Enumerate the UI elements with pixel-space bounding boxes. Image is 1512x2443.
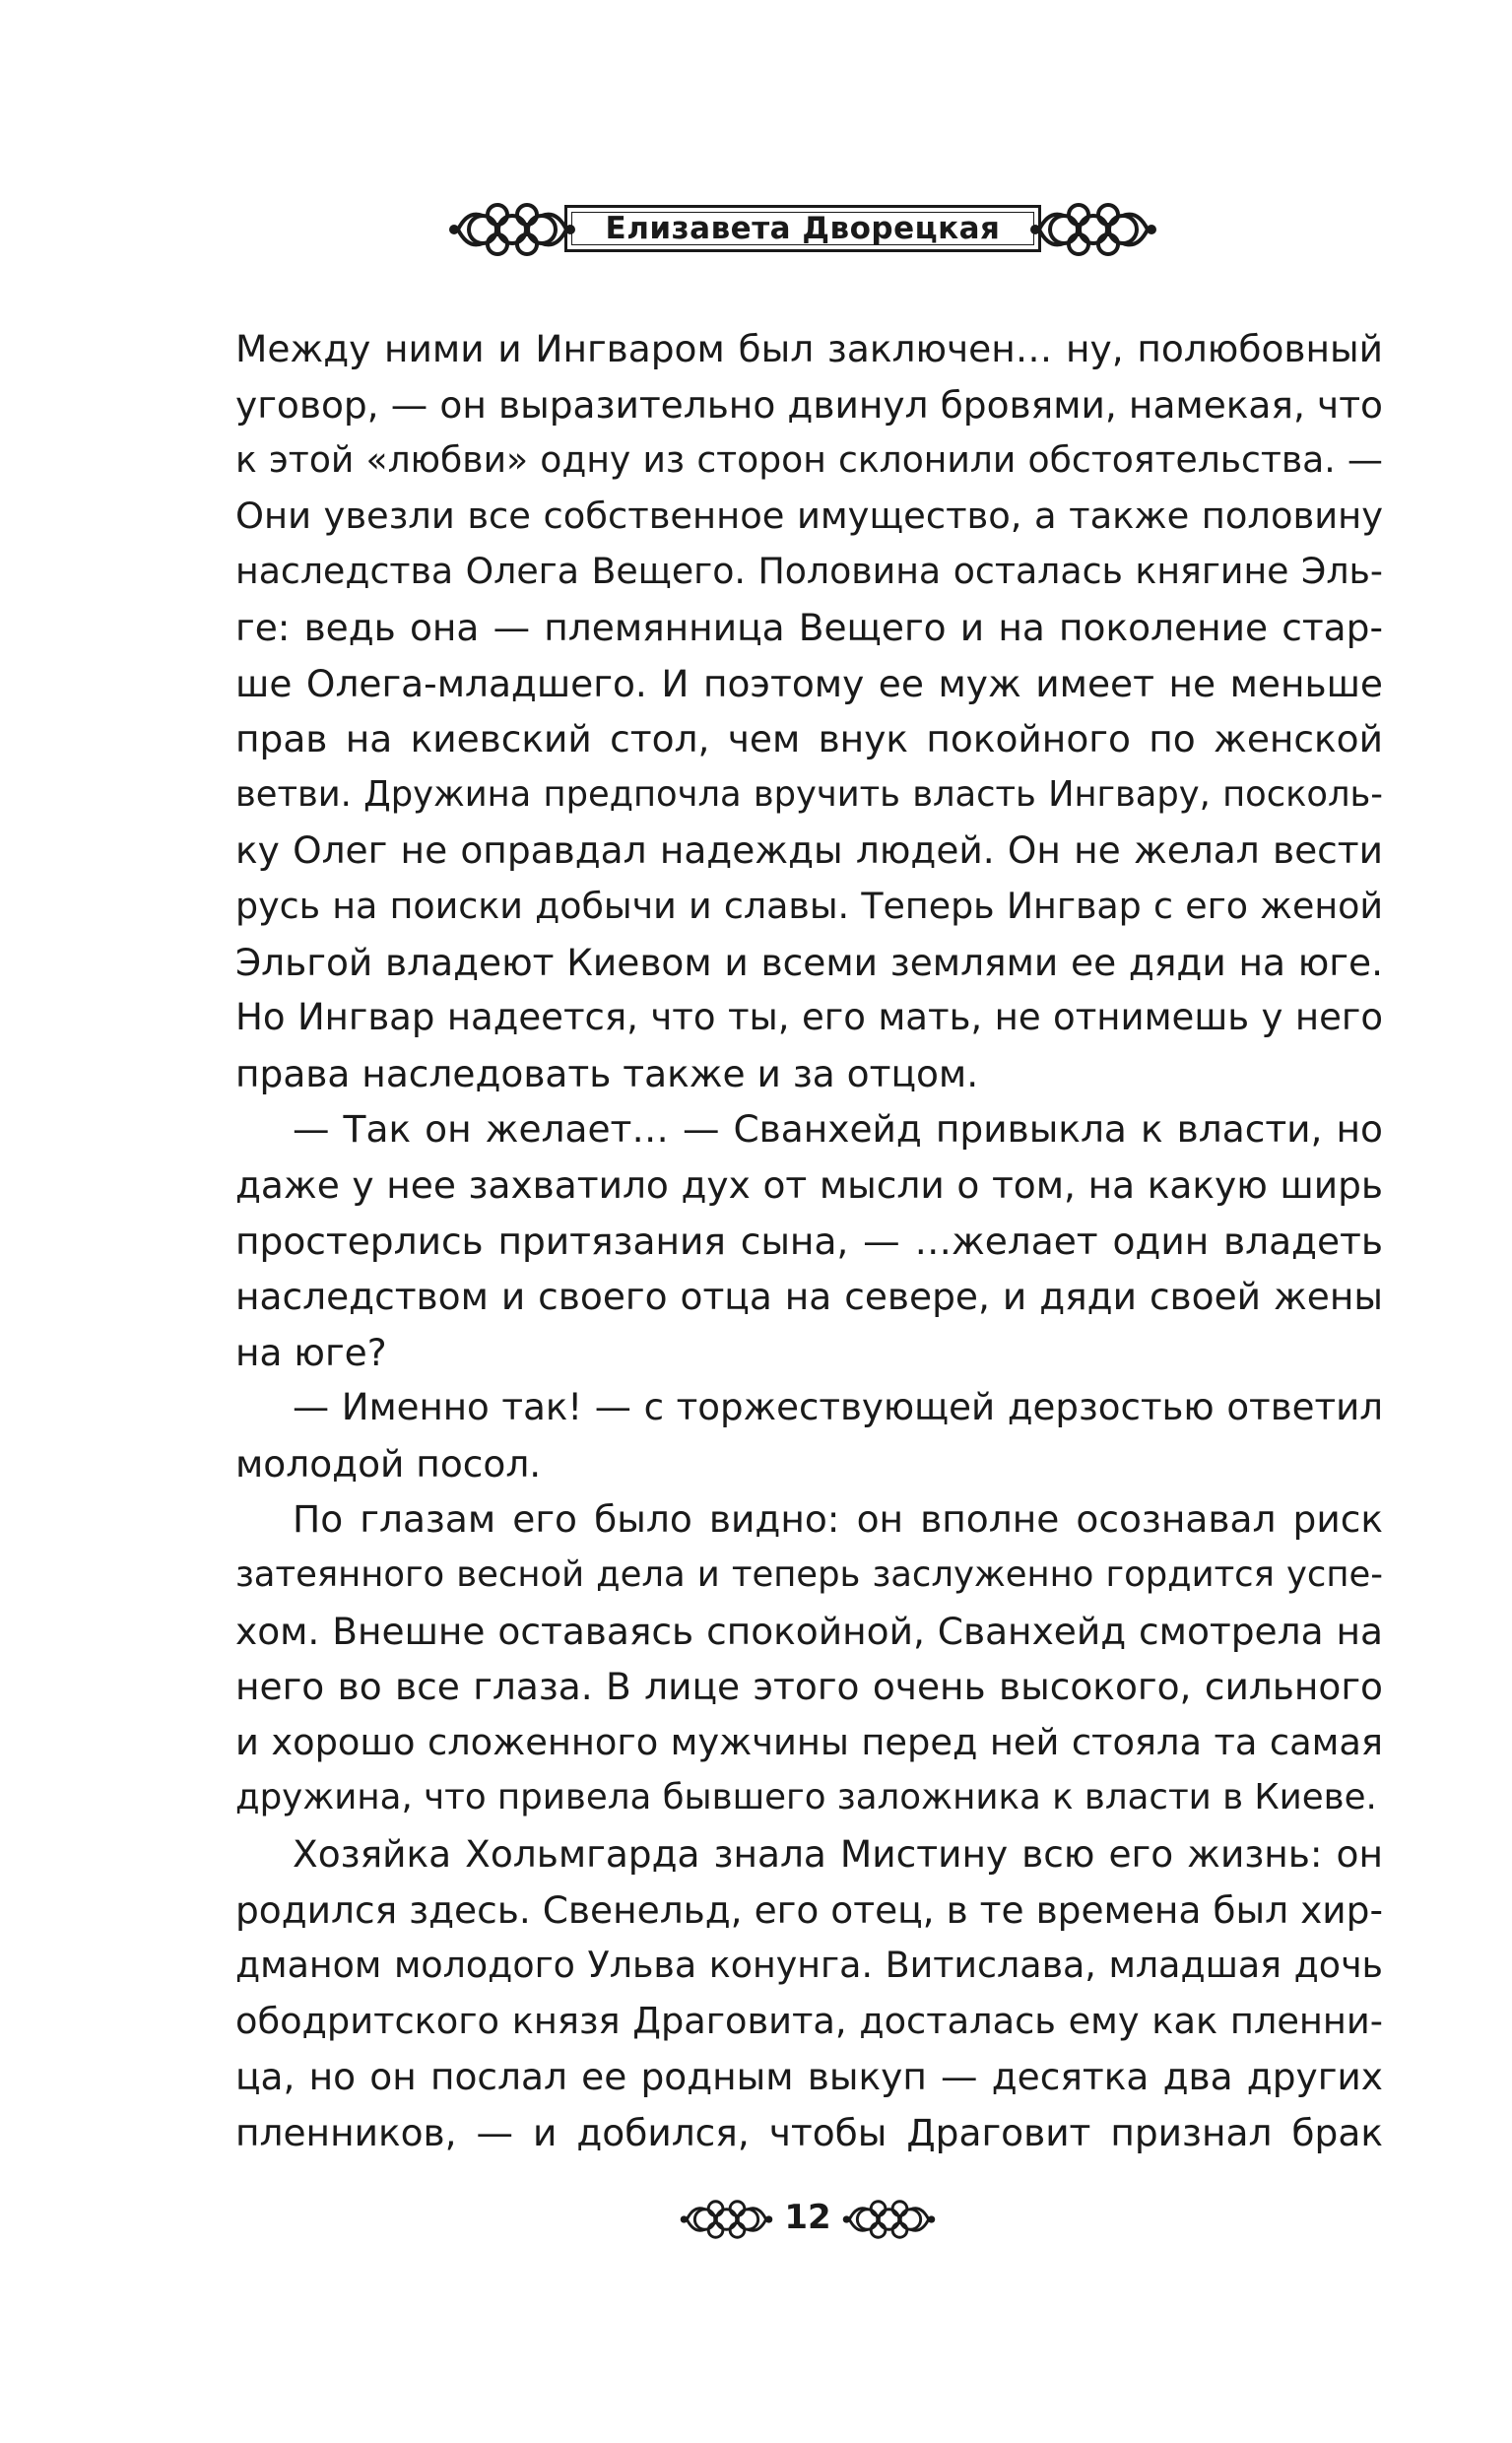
text-line: на юге? [235,1330,387,1374]
text-line: По глазам его было видно: он вполне осознавал риск [293,1497,1383,1542]
text-line: пленников, — и добился, чтобы Драговит признал брак [235,2111,1383,2154]
text-line: наследства Олега Вещего. Половина осталась княгине Эль- [235,550,1383,593]
text-line: прав на киевский стол, чем внук покойного по женской [235,717,1383,761]
text-line: Между ними и Ингваром был заключен… ну, полюбовный [235,327,1383,370]
text-line: уговор, — он выразительно двинул бровями, намекая, что [235,382,1383,427]
text-line: Эльгой владеют Киевом и всеми землями ее дяди на юге. [235,940,1383,984]
text-line: — Именно так! — с торжествующей дерзостью ответил [293,1386,1383,1429]
author-name: Елизавета Дворецкая [605,211,1001,246]
text-line: затеянного весной дела и теперь заслуженно гордится успе- [235,1554,1383,1596]
text-line: даже у нее захватило дух от мысли о том, на какую ширь [235,1162,1383,1207]
text-line: ку Олег не оправдал надежды людей. Он не желал вести [235,828,1383,873]
text-line: и хорошо сложенного мужчины перед ней стояла та самая [235,1720,1383,1763]
text-line: молодой посол. [235,1441,542,1486]
text-line: права наследовать также и за отцом. [235,1051,979,1095]
text-line: ге: ведь она — племянница Вещего и на поколение стар- [235,605,1383,649]
body-text [235,321,1383,2161]
text-line: Хозяйка Хольмгарда знала Мистину всю его жизнь: он [293,1832,1383,1877]
text-line: него во все глаза. В лице этого очень высокого, сильного [235,1665,1383,1709]
celtic-knot-icon [680,2192,773,2247]
text-line: ободритского князя Драговита, досталась ему как пленни- [235,1999,1383,2042]
celtic-knot-icon [448,195,576,264]
running-header [448,195,1157,264]
text-line: — Так он желает… — Сванхейд привыкла к власти, но [293,1107,1383,1152]
page-number: 12 [784,2198,831,2237]
text-line: ше Олега-младшего. И поэтому ее муж имеет не меньше [235,661,1383,705]
text-line: дманом молодого Ульва конунга. Витислава, младшая дочь [235,1944,1383,1987]
text-line: ветви. Дружина предпочла вручить власть Ингвару, посколь- [235,773,1383,815]
text-line: ца, но он послал ее родным выкуп — десятка два других [235,2055,1383,2099]
page-footer [680,2192,936,2251]
text-line: родился здесь. Свенельд, его отец, в те времена был хир- [235,1887,1383,1932]
text-line: к этой «любви» одну из сторон склонили обстоятельства. — [235,439,1383,482]
celtic-knot-icon [1029,195,1157,264]
text-line: наследством и своего отца на севере, и дяди своей жены [235,1275,1383,1319]
text-line: Но Ингвар надеется, что ты, его мать, не отнимешь у него [235,996,1383,1039]
text-line: хом. Внешне оставаясь спокойной, Сванхейд смотрела на [235,1609,1383,1653]
text-line: русь на поиски добычи и славы. Теперь Ингвар с его женой [235,884,1383,927]
celtic-knot-icon [842,2192,936,2247]
text-line: простерлись притязания сына, — …желает один владеть [235,1219,1383,1263]
header-title-frame [564,205,1041,252]
text-line: Они увезли все собственное имущество, а также половину [235,494,1383,537]
text-line: дружина, что привела бывшего заложника к власти в Киеве. [235,1777,1377,1818]
